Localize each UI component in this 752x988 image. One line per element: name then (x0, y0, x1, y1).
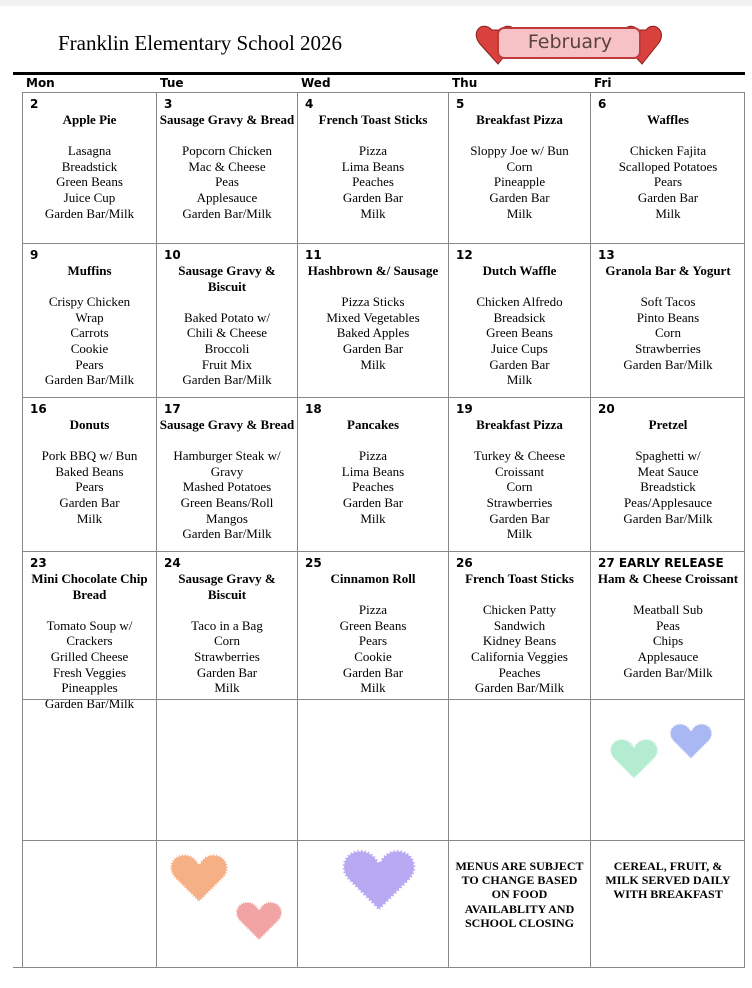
day-header-wed: Wed (301, 76, 331, 90)
lunch-item: Breadstick (61, 158, 118, 174)
lunch-item: Mac & Cheese (188, 158, 266, 174)
lunch-item: Pinto Beans (636, 309, 700, 325)
lunch-item: Lima Beans (341, 158, 405, 174)
day-cell-wed (297, 397, 448, 551)
breakfast-item: Dutch Waffle (482, 263, 557, 278)
menu-change-note: MENUS ARE SUBJECT TO CHANGE BASED ON FOOD AVAILABLITY AND SCHOOL CLOSING (455, 859, 584, 930)
lunch-item: Garden Bar (342, 494, 404, 510)
lunch-item: Garden Bar/Milk (623, 510, 713, 526)
day-cell-fri (590, 243, 745, 397)
lunch-item: Breadstick (640, 479, 696, 495)
lunch-item: Garden Bar (342, 664, 404, 680)
lunch-item: Peas (215, 174, 239, 190)
heart-icon (169, 852, 229, 905)
calendar-grid (13, 92, 745, 968)
lunch-item: Corn (506, 479, 533, 495)
breakfast-item: Granola Bar & Yogurt (605, 263, 731, 278)
spacer (451, 128, 588, 144)
breakfast-item: Donuts (69, 417, 110, 432)
lunch-item: Strawberries (635, 340, 701, 356)
lunch-item: Garden Bar/Milk (182, 372, 272, 388)
menu-items (159, 571, 295, 696)
lunch-item: Corn (214, 633, 240, 649)
lunch-item: Garden Bar (342, 340, 404, 356)
day-header-thu: Thu (452, 76, 478, 90)
day-cell-wed (297, 92, 448, 243)
lunch-item: Pizza (358, 143, 388, 159)
lunch-item: Tomato Soup w/ (46, 617, 133, 633)
spacer (593, 128, 743, 144)
day-header-tue: Tue (160, 76, 184, 90)
lunch-item: Milk (360, 356, 386, 372)
lunch-item: Kidney Beans (482, 633, 557, 649)
day-cell-tue (156, 551, 297, 699)
breakfast-item: French Toast Sticks (318, 112, 428, 127)
lunch-item: Wrap (75, 309, 104, 325)
day-number: 11 (305, 248, 322, 262)
spacer (25, 128, 154, 144)
lunch-item: Crispy Chicken (48, 294, 131, 310)
lunch-item: Pizza (358, 602, 388, 618)
spacer (25, 433, 154, 449)
day-cell-fri (590, 397, 745, 551)
lunch-item: Garden Bar (637, 189, 699, 205)
lunch-item: Cookie (354, 648, 392, 664)
day-cell-tue (156, 243, 297, 397)
day-header-fri: Fri (594, 76, 612, 90)
lunch-item: Mangos (206, 510, 248, 526)
breakfast-item: Hashbrown &/ Sausage (307, 263, 439, 278)
lunch-item: Garden Bar/Milk (44, 205, 135, 221)
spacer (159, 433, 295, 449)
lunch-item: Sloppy Joe w/ Bun (470, 143, 569, 159)
lunch-item: Chili & Cheese (186, 325, 268, 341)
lunch-item: Green Beans (56, 174, 123, 190)
day-cell-mon (22, 92, 156, 243)
empty-cell (590, 840, 745, 968)
breakfast-item: Muffins (67, 263, 112, 278)
spacer (159, 602, 295, 618)
lunch-item: Baked Beans (55, 463, 124, 479)
lunch-item: Hamburger Steak w/ (173, 448, 281, 464)
breakfast-item: Sausage Gravy & Biscuit (178, 263, 276, 294)
lunch-item: Corn (655, 325, 681, 341)
lunch-item: Chicken Patty (482, 602, 557, 618)
day-number: 17 (164, 402, 181, 416)
menu-items (300, 571, 446, 696)
lunch-item: Taco in a Bag (191, 617, 263, 633)
lunch-item: Garden Bar/Milk (44, 372, 135, 388)
lunch-item: Garden Bar/Milk (623, 664, 713, 680)
lunch-item: Milk (76, 510, 103, 526)
lunch-item: Green Beans (486, 325, 553, 341)
lunch-item: Applesauce (637, 648, 699, 664)
lunch-item: Pork BBQ w/ Bun (41, 448, 138, 464)
lunch-item: Mashed Potatoes (182, 479, 272, 495)
grid-margin-line (22, 92, 23, 968)
lunch-item: Sandwich (493, 617, 546, 633)
lunch-item: Strawberries (194, 648, 260, 664)
spacer (451, 433, 588, 449)
lunch-item: Milk (506, 372, 533, 388)
day-number: 5 (456, 97, 465, 111)
day-number: 16 (30, 402, 47, 416)
breakfast-item: Apple Pie (62, 112, 117, 127)
spacer (451, 279, 588, 295)
lunch-item: Corn (506, 158, 533, 174)
day-number: 26 (456, 556, 473, 570)
lunch-item: Peas (656, 617, 680, 633)
day-cell-thu (448, 243, 590, 397)
lunch-item: Pineapples (61, 680, 118, 696)
day-cell-thu (448, 92, 590, 243)
empty-cell (22, 699, 156, 840)
day-cell-tue (156, 397, 297, 551)
spacer (25, 279, 154, 295)
lunch-item: Chicken Alfredo (476, 294, 563, 310)
menu-items (25, 112, 154, 221)
lunch-item: Fresh Veggies (52, 664, 127, 680)
menu-items (300, 112, 446, 221)
menu-items (593, 571, 743, 680)
menu-items (159, 417, 295, 542)
lunch-item: Chicken Fajita (629, 143, 707, 159)
lunch-item: Fruit Mix (201, 356, 253, 372)
spacer (25, 602, 154, 618)
lunch-item: Garden Bar (196, 664, 258, 680)
lunch-item: Green Beans (339, 617, 407, 633)
lunch-item: Pineapple (493, 174, 546, 190)
menu-items (300, 417, 446, 526)
spacer (159, 128, 295, 144)
lunch-item: Garden Bar/Milk (44, 695, 135, 711)
lunch-item: Garden Bar (489, 189, 550, 205)
lunch-item: Garden Bar (59, 494, 120, 510)
breakfast-item: Sausage Gravy & Bread (159, 112, 295, 127)
lunch-item: Croissant (494, 463, 545, 479)
empty-cell (448, 840, 590, 968)
breakfast-item: Sausage Gravy & Bread (159, 417, 295, 432)
menu-items (451, 417, 588, 542)
lunch-item: Strawberries (486, 494, 553, 510)
menu-items (451, 112, 588, 221)
top-strip (0, 0, 752, 6)
lunch-item: Garden Bar/Milk (182, 526, 272, 542)
empty-cell (22, 840, 156, 968)
lunch-item: Pears (358, 633, 388, 649)
breakfast-item: Sausage Gravy & Biscuit (178, 571, 276, 602)
lunch-item: Pizza (358, 448, 388, 464)
page-title: Franklin Elementary School 2026 (58, 31, 343, 55)
day-number: 4 (305, 97, 314, 111)
breakfast-item: Ham & Cheese Croissant (597, 571, 739, 586)
menu-items (451, 263, 588, 388)
spacer (300, 587, 446, 603)
day-cell-mon (22, 551, 156, 711)
day-number: 20 (598, 402, 615, 416)
day-number: 6 (598, 97, 607, 111)
breakfast-item: Breakfast Pizza (476, 417, 563, 432)
lunch-item: Milk (360, 680, 386, 696)
spacer (300, 279, 446, 295)
lunch-item: Milk (506, 205, 533, 221)
lunch-item: Spaghetti w/ (635, 448, 701, 464)
spacer (451, 587, 588, 603)
lunch-item: Turkey & Cheese (473, 448, 566, 464)
day-number: 9 (30, 248, 39, 262)
menu-items (300, 263, 446, 372)
day-cell-wed (297, 551, 448, 699)
menu-items (593, 417, 743, 526)
lunch-item: Baked Potato w/ (184, 309, 270, 325)
day-cell-fri (590, 551, 745, 699)
breakfast-item: Cinnamon Roll (330, 571, 416, 586)
lunch-item: Chips (652, 633, 684, 649)
lunch-item: Lasagna (67, 143, 112, 159)
day-number: 3 (164, 97, 173, 111)
lunch-item: Garden Bar (489, 356, 550, 372)
lunch-item: Crackers (66, 633, 113, 649)
lunch-item: Milk (655, 205, 681, 221)
lunch-item: Popcorn Chicken (182, 143, 272, 159)
day-cell-thu (448, 397, 590, 551)
spacer (300, 128, 446, 144)
day-number: 19 (456, 402, 473, 416)
lunch-item: Garden Bar (342, 189, 404, 205)
lunch-item: Lima Beans (341, 463, 405, 479)
lunch-item: Pears (75, 479, 104, 495)
lunch-item: Garden Bar/Milk (182, 205, 272, 221)
lunch-item: Juice Cup (63, 189, 116, 205)
grid-bottom-border (13, 967, 745, 968)
day-number: 23 (30, 556, 47, 570)
month-banner (474, 20, 666, 72)
day-number: 12 (456, 248, 473, 262)
lunch-item: Milk (360, 205, 386, 221)
menu-items (25, 571, 154, 711)
lunch-item: Mixed Vegetables (326, 309, 420, 325)
lunch-item: Carrots (70, 325, 109, 341)
heart-icon (669, 722, 713, 761)
lunch-item: Soft Tacos (640, 294, 696, 310)
lunch-item: Peaches (352, 174, 394, 190)
empty-cell (297, 699, 448, 840)
lunch-item: Breadsick (493, 309, 546, 325)
lunch-item: Peaches (352, 479, 394, 495)
day-number: 10 (164, 248, 181, 262)
lunch-item: Grilled Cheese (50, 648, 129, 664)
lunch-item: Broccoli (204, 340, 250, 356)
day-number: 2 (30, 97, 39, 111)
lunch-item: Milk (506, 526, 533, 542)
day-cell-wed (297, 243, 448, 397)
day-cell-mon (22, 243, 156, 397)
spacer (593, 587, 743, 603)
lunch-item: Pears (653, 174, 683, 190)
day-number: 27 EARLY RELEASE (598, 556, 724, 570)
menu-items (593, 263, 743, 372)
lunch-item: Milk (214, 680, 240, 696)
lunch-item: Cookie (70, 340, 109, 356)
menu-items (451, 571, 588, 696)
day-number: 24 (164, 556, 181, 570)
spacer (300, 433, 446, 449)
day-number: 18 (305, 402, 322, 416)
lunch-item: Pizza Sticks (341, 294, 405, 310)
spacer (593, 279, 743, 295)
breakfast-note: CEREAL, FRUIT, & MILK SERVED DAILY WITH BREAKFAST (605, 859, 731, 902)
day-number: 25 (305, 556, 322, 570)
empty-cell (448, 699, 590, 840)
lunch-item: Pears (75, 356, 104, 372)
day-number: 13 (598, 248, 615, 262)
lunch-item: Garden Bar/Milk (623, 356, 713, 372)
lunch-item: Milk (360, 510, 386, 526)
breakfast-item: Mini Chocolate Chip Bread (31, 571, 148, 602)
lunch-item: Peaches (498, 664, 541, 680)
lunch-item: Garden Bar (489, 510, 550, 526)
menu-items (25, 417, 154, 526)
lunch-item: California Veggies (471, 648, 568, 664)
empty-cell (156, 699, 297, 840)
header-rule (13, 72, 745, 75)
lunch-item: Juice Cups (491, 340, 548, 356)
lunch-item: Baked Apples (336, 325, 410, 341)
spacer (593, 433, 743, 449)
breakfast-item: Pancakes (347, 417, 399, 432)
lunch-item: Peas/Applesauce (623, 494, 713, 510)
heart-icon (235, 900, 283, 942)
breakfast-item: Breakfast Pizza (476, 112, 563, 127)
lunch-item: Scalloped Potatoes (618, 158, 718, 174)
menu-items (159, 263, 295, 388)
heart-icon (609, 737, 659, 781)
breakfast-item: Pretzel (648, 417, 688, 432)
lunch-item: Meatball Sub (633, 602, 703, 618)
breakfast-item: French Toast Sticks (465, 571, 574, 586)
spacer (159, 294, 295, 310)
menu-items (593, 112, 743, 221)
day-cell-fri (590, 92, 745, 243)
menu-items (159, 112, 295, 221)
grid-right-border (744, 92, 745, 968)
lunch-item: Garden Bar/Milk (474, 680, 565, 696)
menu-items (25, 263, 154, 388)
day-cell-tue (156, 92, 297, 243)
day-cell-thu (448, 551, 590, 699)
day-header-mon: Mon (26, 76, 55, 90)
lunch-item: Applesauce (196, 189, 258, 205)
lunch-item: Green Beans/Roll (180, 494, 274, 510)
heart-icon (341, 847, 417, 914)
day-cell-mon (22, 397, 156, 551)
lunch-item: Meat Sauce (637, 463, 699, 479)
lunch-item: Gravy (210, 463, 244, 479)
breakfast-item: Waffles (647, 112, 689, 127)
month-label: February (527, 31, 613, 53)
